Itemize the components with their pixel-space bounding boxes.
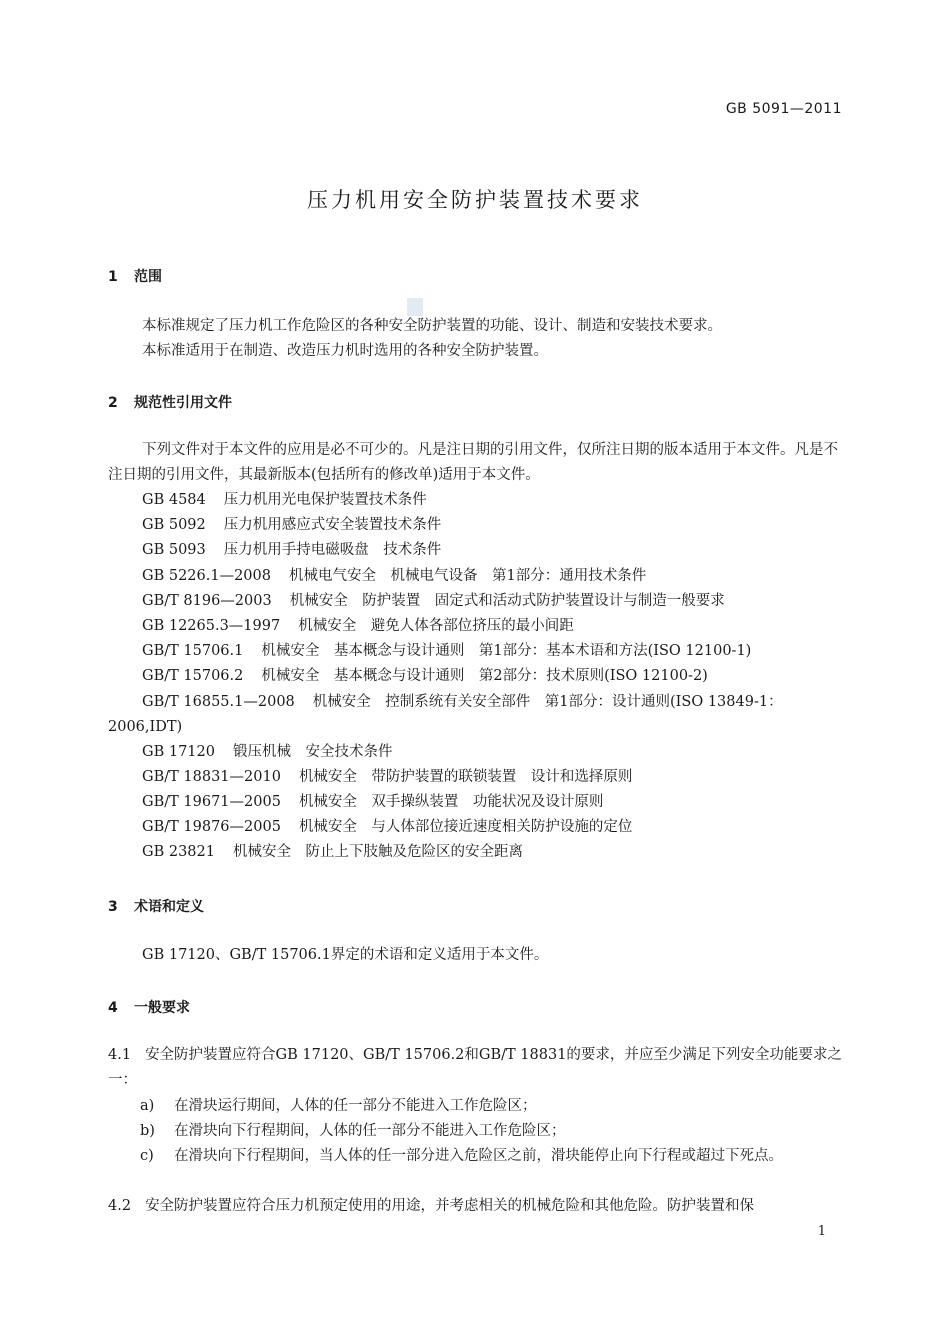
- reference-item: GB 5092 压力机用感应式安全装置技术条件: [142, 517, 442, 534]
- section-4-heading: [108, 997, 190, 1017]
- reference-item: GB/T 15706.2 机械安全 基本概念与设计通则 第2部分：技术原则(ISO 12100-2): [142, 668, 708, 685]
- terms-paragraph: GB 17120、GB/T 15706.1界定的术语和定义适用于本文件。: [142, 947, 549, 963]
- references-intro: 下列文件对于本文件的应用是必不可少的。凡是注日期的引用文件，仅所注日期的版本适用于本文件。凡是不注日期的引用文件，其最新版本(包括所有的修改单)适用于本文件。: [108, 442, 838, 483]
- section-number: 3: [108, 899, 118, 915]
- reference-item: GB/T 19671—2005 机械安全 双手操纵装置 功能状况及设计原则: [142, 794, 604, 811]
- section-1-heading: [108, 266, 162, 286]
- section-title: 术语和定义: [134, 899, 204, 915]
- section-2-heading: [108, 392, 232, 412]
- list-item: c) 在滑块向下行程期间，当人体的任一部分进入危险区之前，滑块能停止向下行程或超过下死点。: [140, 1148, 783, 1164]
- reference-item: GB 23821 机械安全 防止上下肢触及危险区的安全距离: [142, 844, 523, 861]
- list-item: a) 在滑块运行期间，人体的任一部分不能进入工作危险区；: [140, 1098, 537, 1114]
- section-title: 一般要求: [134, 1000, 190, 1016]
- page-number: 1: [817, 1224, 826, 1239]
- reference-item: GB 5226.1—2008 机械电气安全 机械电气设备 第1部分：通用技术条件: [142, 567, 647, 584]
- standard-code: GB 5091—2011: [725, 101, 842, 117]
- section-number: 4: [108, 1000, 118, 1016]
- reference-item: GB 17120 锻压机械 安全技术条件: [142, 743, 393, 760]
- scope-paragraph-1: 本标准规定了压力机工作危险区的各种安全防护装置的功能、设计、制造和安装技术要求。: [142, 318, 722, 334]
- reference-item: GB 12265.3—1997 机械安全 避免人体各部位挤压的最小间距: [142, 618, 574, 635]
- clause-number: 4.1: [108, 1047, 132, 1063]
- reference-item: GB/T 18831—2010 机械安全 带防护装置的联锁装置 设计和选择原则: [142, 768, 633, 785]
- reference-item: GB/T 15706.1 机械安全 基本概念与设计通则 第1部分：基本术语和方法(ISO 12100-1): [142, 643, 752, 660]
- document-title: 压力机用安全防护装置技术要求: [307, 188, 643, 212]
- requirement-list: [108, 1094, 842, 1169]
- clause-4-2: [108, 1194, 842, 1219]
- clause-number: 4.2: [108, 1198, 132, 1214]
- section-3-heading: [108, 896, 204, 916]
- reference-list: [108, 488, 842, 866]
- reference-item: GB 5093 压力机用手持电磁吸盘 技术条件: [142, 542, 442, 559]
- section-number: 1: [108, 269, 118, 285]
- reference-item: GB 4584 压力机用光电保护装置技术条件: [142, 492, 427, 508]
- section-number: 2: [108, 395, 118, 411]
- section-title: 规范性引用文件: [134, 395, 232, 411]
- reference-item: GB/T 19876—2005 机械安全 与人体部位接近速度相关防护设施的定位: [142, 819, 633, 836]
- list-item: b) 在滑块向下行程期间，人体的任一部分不能进入工作危险区；: [140, 1123, 566, 1139]
- section-title: 范围: [134, 269, 162, 285]
- scope-paragraph-2: 本标准适用于在制造、改造压力机时选用的各种安全防护装置。: [142, 343, 548, 359]
- reference-item: GB/T 8196—2003 机械安全 防护装置 固定式和活动式防护装置设计与制造一般要求: [142, 592, 725, 609]
- clause-text: 安全防护装置应符合GB 17120、GB/T 15706.2和GB/T 18831的要求，并应至少满足下列安全功能要求之一：: [108, 1047, 842, 1088]
- clause-4-1: [108, 1043, 842, 1093]
- clause-text: 安全防护装置应符合压力机预定使用的用途，并考虑相关的机械危险和其他危险。防护装置和保: [145, 1198, 755, 1214]
- reference-item: GB/T 16855.1—2008 机械安全 控制系统有关安全部件 第1部分：设计通则(ISO 13849-1：2006,IDT): [108, 693, 783, 735]
